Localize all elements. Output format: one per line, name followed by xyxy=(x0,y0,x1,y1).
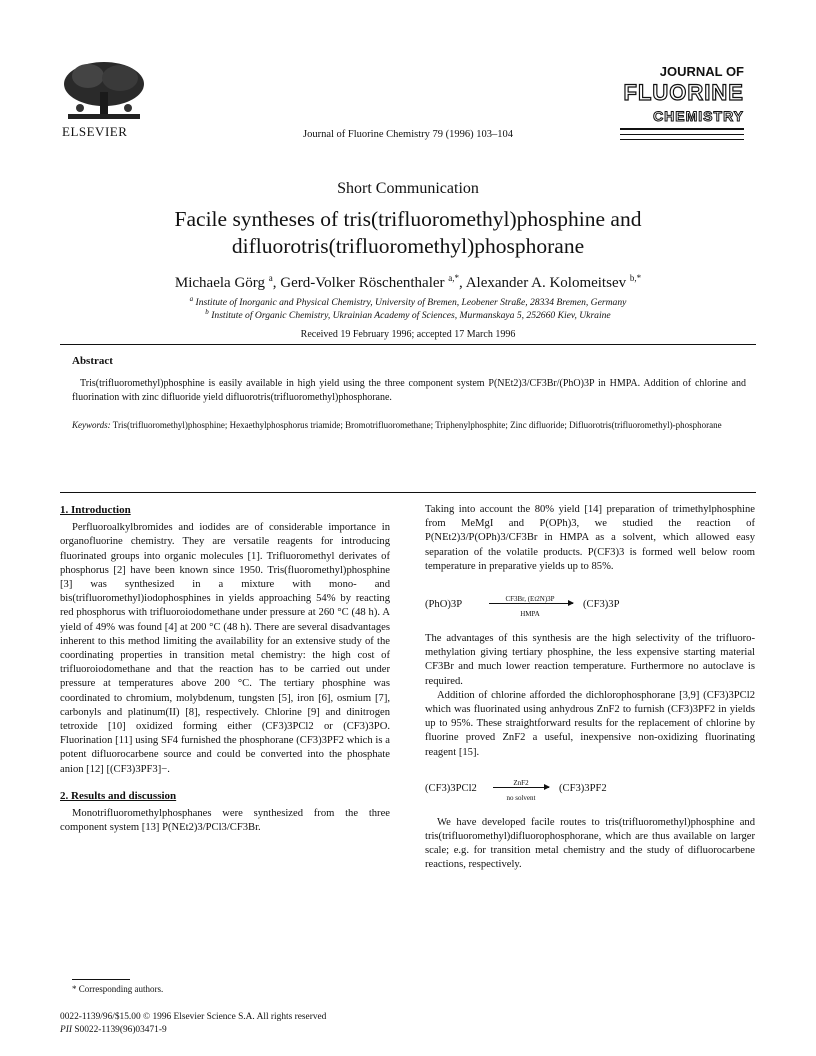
equation xyxy=(425,582,755,622)
section-heading: 2. Results and discussion xyxy=(60,789,177,802)
publisher-name: ELSEVIER xyxy=(62,124,128,139)
journal-logo-rule xyxy=(620,128,744,130)
reaction-arrow-icon xyxy=(489,603,573,604)
author-name: Gerd-Volker Röschenthaler xyxy=(280,275,445,291)
equation-product: (CF3)3PF2 xyxy=(559,782,607,794)
section-heading: 1. Introduction xyxy=(60,504,131,516)
pii-value: S0022-1139(96)03471-9 xyxy=(74,1025,167,1035)
equation xyxy=(425,766,755,806)
equation-product: (CF3)3P xyxy=(583,599,620,611)
section-type: Short Communication xyxy=(337,180,479,197)
keywords xyxy=(72,419,746,432)
elsevier-tree-logo xyxy=(58,58,150,122)
footnote-rule xyxy=(72,979,130,980)
author-name: Michaela Görg xyxy=(174,275,266,291)
affiliation-marker: b xyxy=(205,308,209,316)
paragraph: Perfluoroalkylbromides and iodides are of considerable importance in organofluorine chemistry. They are versatile reagents for introducing fluorinated groups into organic molecules [1]. Trifluoromethyl derivates of phosphorus [2] have been known since 1950. Tris(fluoromethyl)phosphine [3] was synthesized in a mixture with mono- and bis(trifluoromethyl)iodophosphines in yields approaching 54% by reacting red phosphorus with trifluoroiodomethane under pressure at 260 °C (48 h). A yield of 49% was found [4] at 200 °C (48 h). There are several disadvantages inherent to this method limiting the availability for an extensive study of the coordinating properties in transition metal chemistry: the high cost of trifluoroiodomethane and that the reaction has to be carried out under pressure at temperatures above 200 °C. The tertiary phosphine was coordinated to chromium, molybdenum, tungsten [5], iron [6], osmium [7], carbonyls and platinum(II) [8], respectively. Chlorine [9] and dinitrogen tetroxide [10] oxidized forming either (CF3)3PCl2 or (CF3)3PO. Fluorination [11] using SF4 furnished the phosphorane (CF3)3PF2 which is a potent difluorocarbene source and could be converted into the phosphate anion [12] [(CF3)3PF3]−. xyxy=(60,522,390,775)
abstract-heading: Abstract xyxy=(72,355,113,367)
paragraph: We have developed facile routes to tris(trifluoromethyl)phosphine and tris(trifluoromethyl)difluorophosphorane, which are thus available on larger scale; e.g. for transition metal chemistry and the study of difluorocarbene reactions, respectively. xyxy=(425,816,755,871)
journal-logo-line2: FLUORINE xyxy=(623,80,744,105)
affiliation-text: Institute of Inorganic and Physical Chemistry, University of Bremen, Leobener Straße, 28334 Bremen, Germany xyxy=(195,297,627,309)
journal-logo xyxy=(620,62,744,144)
author-name: Alexander A. Kolomeitsev xyxy=(465,275,627,291)
equation-solvent: HMPA xyxy=(520,610,540,619)
paragraph: Addition of chlorine afforded the dichlorophosphorane [3,9] (CF3)3PCl2 which was fluorinated using anhydrous ZnF2 to furnish (CF3)3PF2 in yields up to 95%. These straightforward results for the replacement of chlorine by fluorine proved ZnF2 a useful, inexpensive non-oxidizing fluorinating reagent [15]. xyxy=(425,689,755,758)
reaction-arrow-icon xyxy=(493,787,549,788)
keywords-label: Keywords: xyxy=(72,420,111,430)
pii-label: PII xyxy=(60,1025,72,1035)
divider xyxy=(60,344,756,345)
paragraph: Taking into account the 80% yield [14] preparation of trimethylphosphine from MeMgI and P(OPh)3, we studied the reaction of P(NEt2)3/P(OPh)3/CF3Br in HMPA as a solvent, which allowed easy separation of the volatile products. P(CF3)3 is formed well below room temperature in preparative yields up to 85%. xyxy=(425,504,755,572)
equation-reactant: (PhO)3P xyxy=(425,599,463,611)
affiliation-text: Institute of Organic Chemistry, Ukrainian Academy of Sciences, Murmanskaya 5, 252660 Kiev, Ukraine xyxy=(211,310,611,322)
paragraph: The advantages of this synthesis are the high selectivity of the trifluoro-methylation giving tertiary phosphine, the less expensive starting material CF3Br and much lower reaction temperature. Furthermore no autoclave is required. xyxy=(425,633,755,687)
equation-reagents: CF3Br, (Et2N)3P xyxy=(505,595,555,604)
title-line: difluorotris(trifluoromethyl)phosphorane xyxy=(231,234,585,258)
equation-solvent: no solvent xyxy=(506,793,536,802)
title-line: Facile syntheses of tris(trifluoromethyl)phosphine and xyxy=(174,207,642,231)
article-title xyxy=(60,206,756,260)
affiliation xyxy=(40,308,776,321)
journal-logo-line1: JOURNAL OF xyxy=(659,64,744,79)
affiliation xyxy=(40,295,776,308)
journal-logo-rule xyxy=(620,134,744,135)
received-dates: Received 19 February 1996; accepted 17 March 1996 xyxy=(300,329,516,340)
paragraph: Monotrifluoromethylphosphanes were synthesized from the three component system [13] P(NEt2)3/PCl3/CF3Br. xyxy=(60,808,390,834)
keywords-list: Tris(trifluoromethyl)phosphine; Hexaethylphosphorus triamide; Bromotrifluoromethane; Triphenylphosphite; Zinc difluoride; Difluorotris(trifluoromethyl)-phosphorane xyxy=(112,420,722,430)
journal-citation: Journal of Fluorine Chemistry 79 (1996) 103–104 xyxy=(303,129,513,140)
footnote: * Corresponding authors. xyxy=(72,984,164,994)
author-affiliation-marker: a xyxy=(268,273,273,283)
journal-logo-line3: CHEMISTRY xyxy=(653,108,744,124)
equation-reactant: (CF3)3PCl2 xyxy=(425,782,477,794)
affiliation-marker: a xyxy=(189,295,194,303)
author-list: Michaela Görg $^a$, Gerd-Volker Röschenthaler $^{a,*}$, Alexander A. Kolomeitsev $^{b,*}$ xyxy=(174,273,642,291)
column-right xyxy=(425,503,755,873)
author-affiliation-marker: a,* xyxy=(448,273,460,283)
issn-line: 0022-1139/96/$15.00 © 1996 Elsevier Science S.A. All rights reserved xyxy=(60,1012,327,1022)
equation-reagents: ZnF2 xyxy=(513,778,529,787)
column-left xyxy=(60,503,390,835)
journal-logo-rule xyxy=(620,139,744,140)
author-affiliation-marker: b,* xyxy=(629,273,642,283)
abstract-text: Tris(trifluoromethyl)phosphine is easily available in high yield using the three component system P(NEt2)3/CF3Br/(PhO)3P in HMPA. Addition of chlorine and fluorination with zinc difluoride yield difluorotris(trifluoromethyl)phosphorane. xyxy=(72,378,746,403)
divider xyxy=(60,492,756,493)
pii-line xyxy=(60,1025,167,1035)
